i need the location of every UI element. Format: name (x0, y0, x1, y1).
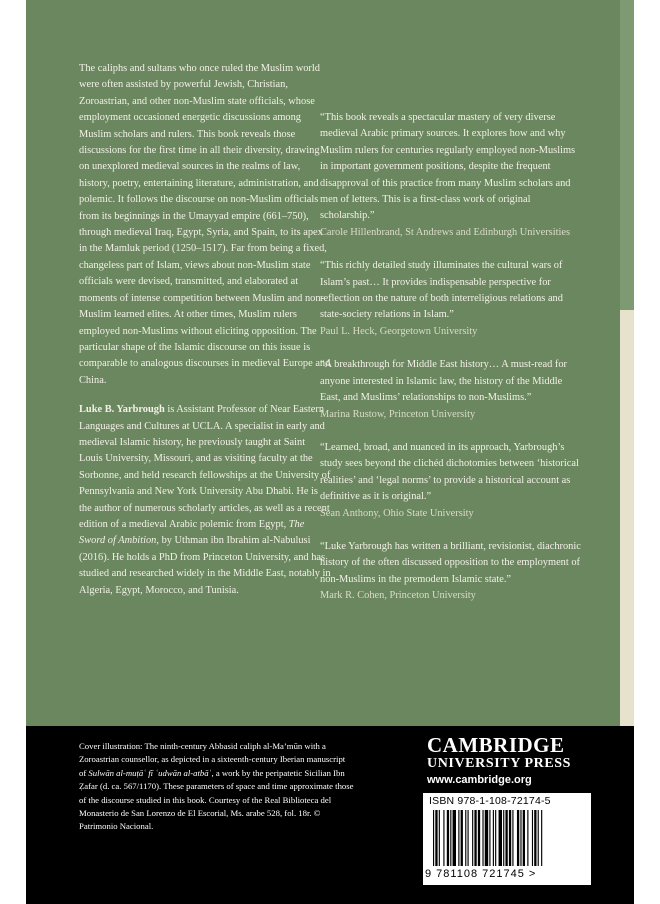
review-quote: “A breakthrough for Middle East history… A must-read for anyone interested in Islamic law, the history of the Middle East, and Muslims’ relationships to non-Muslims.” (320, 359, 568, 404)
barcode-bar (489, 810, 490, 866)
barcode-bar (435, 810, 437, 866)
review-item (320, 539, 585, 605)
barcode-bar (509, 810, 511, 866)
publisher-block (427, 734, 607, 788)
barcode-bar (465, 810, 466, 866)
author-bio-text-2: , by Uthman ibn Ibrahim al-Nabulusi (2016). He holds a PhD from Princeton University, and has studied and researched widely in the Middle East, notably in Algeria, Egypt, Morocco, and Tunisia. (79, 535, 331, 596)
review-attribution: Carole Hillenbrand, St Andrews and Edinburgh Universities (320, 226, 571, 238)
isbn-label: ISBN 978-1-108-72174-5 (429, 795, 551, 807)
book-description: The caliphs and sultans who once ruled the Muslim world were often assisted by powerful Jewish, Christian, Zoroastrian, and other non-Muslim state officials, whose employment occasioned energetic discussions among Muslim scholars and rulers. This book reveals those discussions for the first time in all their diversity, drawing on unexplored medieval sources in the realms of law, history, poetry, entertaining literature, administration, and polemic. It follows the discourse on non-Muslim officials from its beginnings in the Umayyad empire (661–750), through medieval Iraq, Egypt, Syria, and Spain, to its apex in the Mamluk period (1250–1517). Far from being a fixed, changeless part of Islam, views about non-Muslim state officials were devised, transmitted, and elaborated at moments of intense competition between Muslim and non-Muslim learned elites. At other times, Muslim rulers employed non-Muslims without eliciting opposition. The particular shape of the Islamic discourse on this issue is comparable to analogous discourses in medieval Europe and China. (79, 63, 331, 386)
review-quote: “This richly detailed study illuminates the cultural wars of Islam’s past… It provides indispensable perspective for reflection on the nature of both interreligious relations and state-society relations in Islam.” (320, 260, 563, 321)
barcode-bar (512, 810, 513, 866)
review-item (320, 357, 585, 423)
barcode-bar (527, 810, 528, 866)
review-attribution: Sean Anthony, Ohio State University (320, 507, 474, 519)
spine-edge-cream (620, 310, 634, 726)
barcode-bar (485, 810, 488, 866)
review-attribution: Marina Rustow, Princeton University (320, 408, 476, 420)
barcode-bar (517, 810, 519, 866)
author-bio-text-1: is Assistant Professor of Near Eastern Languages and Cultures at UCLA. A specialist in early and medieval Islamic history, he previously taught at Saint Louis University, Missouri, and as visiting faculty at the Sorbonne, and held research fellowships at the University of Pennsylvania and New York University Abu Dhabi. He is the author of numerous scholarly articles, as well as a recent edition of a medieval Arabic polemic from Egypt, (79, 404, 331, 530)
barcode-bar (482, 810, 483, 866)
barcode-bar (472, 810, 473, 866)
barcode-bar (447, 810, 449, 866)
barcode-digits: 9 781108 721745 > (425, 868, 537, 880)
review-quote: “Learned, broad, and nuanced in its approach, Yarbrough’s study sees beyond the clichéd dichotomies between ‘historical realities’ and ‘legal norms’ to provide a historical account as definitive as it is original.” (320, 441, 579, 503)
credit-text-2: , a work by the peripatetic Sicilian Ibn Ẓafar (d. ca. 567/1170). These parameters of space and time approximate those of the discourse studied in this book. Courtesy of the Real Biblioteca del Monasterio de San Lorenzo de El Escorial, Ms. arabe 528, fol. 18r. © Patrimonio Nacional. (79, 767, 354, 832)
barcode-bar (503, 810, 504, 866)
review-item (320, 110, 585, 241)
publisher-subtitle: UNIVERSITY PRESS (427, 756, 572, 771)
barcode-bar (453, 810, 456, 866)
barcode-bar (495, 810, 496, 866)
barcode-bar (468, 810, 469, 866)
review-quote: “Luke Yarbrough has written a brilliant, revisionist, diachronic history of the often discussed opposition to the employment of non-Muslims in the premodern Islamic state.” (320, 540, 581, 585)
barcode-bar (538, 810, 539, 866)
barcode-bar (493, 810, 494, 866)
barcode-bar (450, 810, 451, 866)
spine-edge-green (620, 0, 634, 310)
publisher-url: www.cambridge.org (427, 774, 532, 786)
left-column (79, 61, 331, 612)
barcode-bar (461, 810, 463, 866)
review-item (320, 440, 585, 522)
review-attribution: Mark R. Cohen, Princeton University (320, 590, 476, 602)
barcode-bar (505, 810, 507, 866)
barcode-icon (433, 810, 583, 866)
author-previous-book-title: The Sword of Ambition (79, 518, 305, 547)
barcode-bar (523, 810, 525, 866)
barcode-bar (478, 810, 480, 866)
barcode-bar (541, 810, 542, 866)
author-name: Luke B. Yarbrough (79, 404, 165, 416)
barcode-bar (532, 810, 533, 866)
barcode-bar (433, 810, 434, 866)
barcode-bar (443, 810, 444, 866)
barcode-bar (439, 810, 440, 866)
publisher-name: CAMBRIDGE (427, 733, 565, 757)
credit-manuscript-title: Sulwān al-muṭāʿ fī ʿudwān al-atbāʿ (88, 767, 212, 778)
author-bio (79, 402, 331, 599)
barcode-panel (423, 793, 591, 885)
review-item (320, 258, 585, 340)
barcode-bar (458, 810, 459, 866)
barcode-bar (520, 810, 521, 866)
cover-illustration-credit (79, 740, 354, 834)
barcode-bar (499, 810, 502, 866)
reviews-column (320, 110, 585, 622)
review-quote: “This book reveals a spectacular mastery of very diverse medieval Arabic primary sources. It explores how and why Muslim rulers for centuries regularly employed non-Muslims in important government positions, despite the frequent disapproval of this practice from many Muslim scholars and men of letters. This is a first-class work of original scholarship.” (320, 112, 576, 222)
review-attribution: Paul L. Heck, Georgetown University (320, 325, 478, 337)
barcode-bar (474, 810, 476, 866)
barcode-bar (534, 810, 536, 866)
credit-text-1: Cover illustration: The ninth-century Abbasid caliph al-Ma’mūn with a Zoroastrian counsellor, as depicted in a sixteenth-century Iberian manuscript of (79, 741, 346, 778)
